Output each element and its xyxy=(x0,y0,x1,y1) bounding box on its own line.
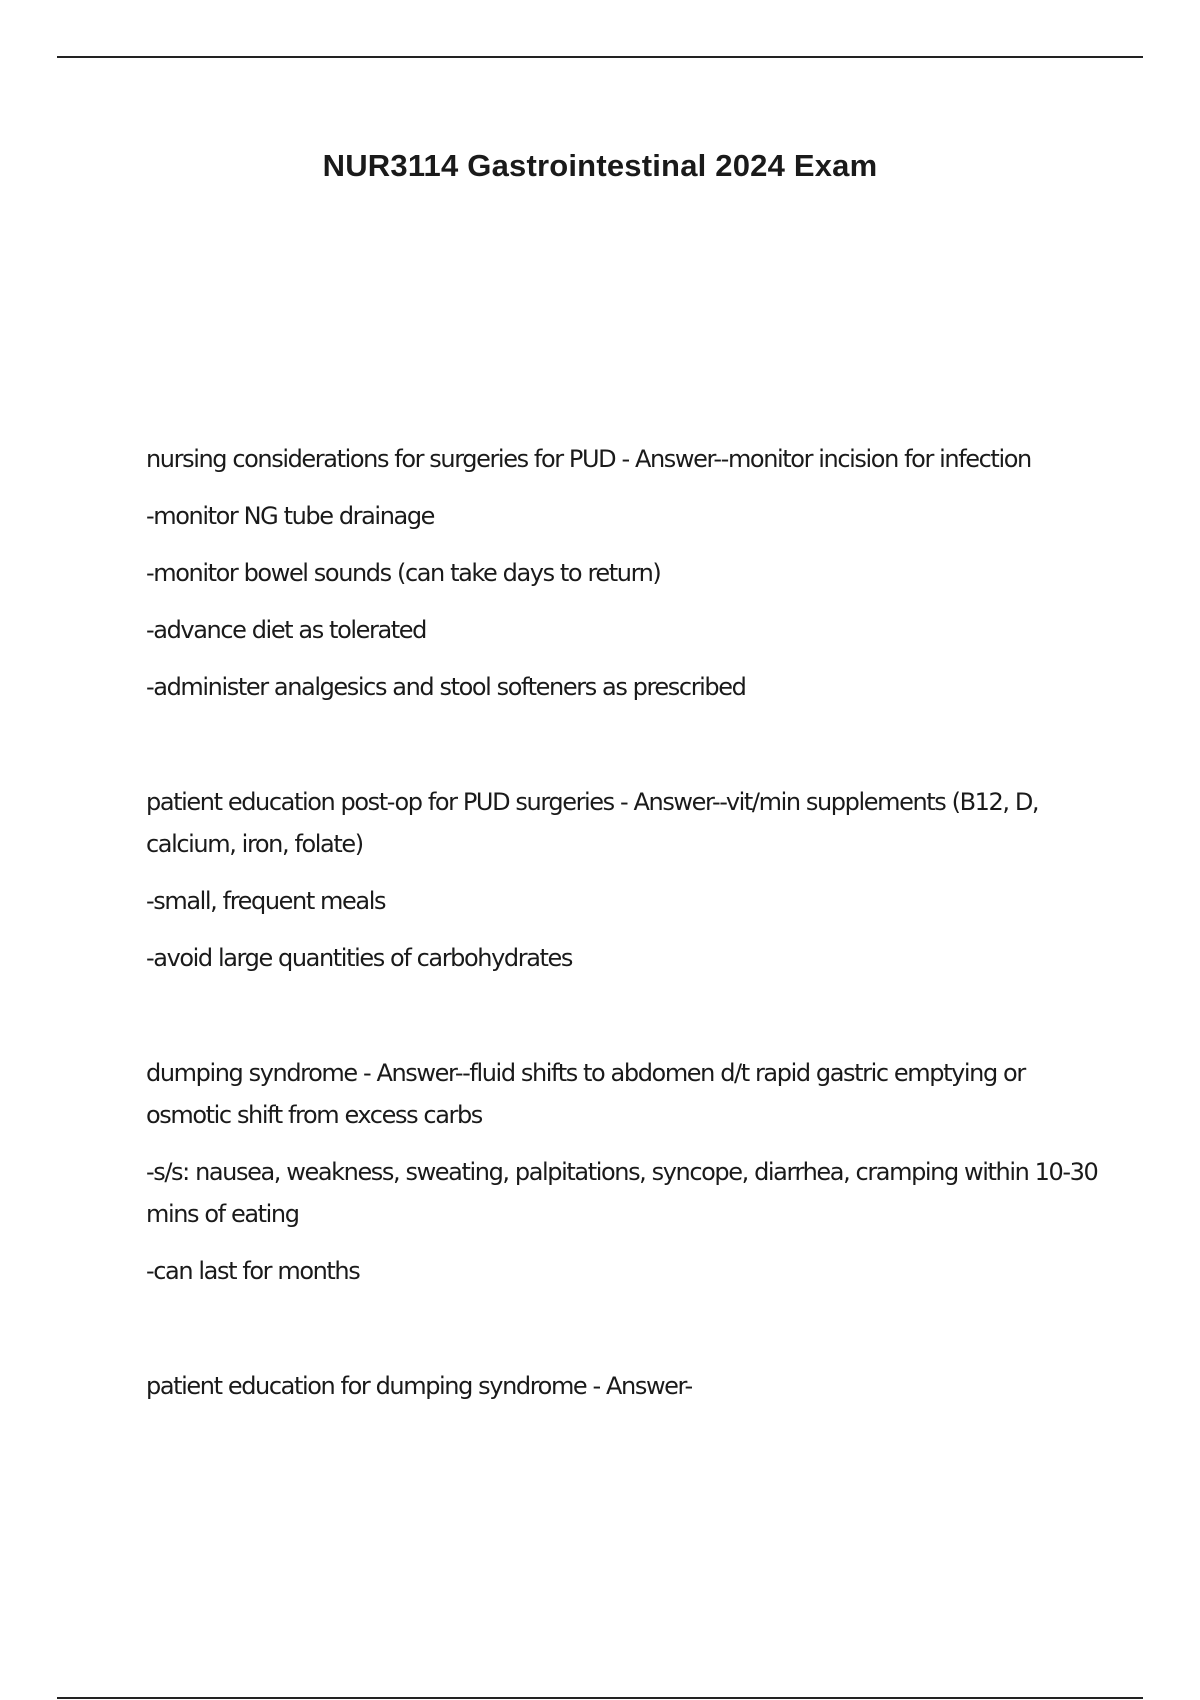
qa-answer-line: -monitor NG tube drainage xyxy=(146,502,435,530)
qa-entry xyxy=(146,781,1106,979)
qa-entry xyxy=(146,1052,1106,1292)
qa-entry xyxy=(146,1365,1106,1407)
qa-answer-line: -can last for months xyxy=(146,1257,360,1285)
qa-answer-line: -s/s: nausea, weakness, sweating, palpitations, syncope, diarrhea, cramping within 10-30 mins of eating xyxy=(146,1158,1098,1228)
qa-question: patient education post-op for PUD surgeries - Answer--vit/min supplements (B12, D, calcium, iron, folate) xyxy=(146,788,1039,858)
document-body xyxy=(146,438,1106,1480)
qa-answer-line: -small, frequent meals xyxy=(146,887,386,915)
bottom-rule xyxy=(57,1697,1143,1699)
qa-question: dumping syndrome - Answer--fluid shifts to abdomen d/t rapid gastric emptying or osmotic shift from excess carbs xyxy=(146,1059,1025,1129)
top-rule xyxy=(57,56,1143,58)
page-title: NUR3114 Gastrointestinal 2024 Exam xyxy=(322,148,878,183)
qa-answer-line: -advance diet as tolerated xyxy=(146,616,426,644)
qa-question: nursing considerations for surgeries for PUD - Answer--monitor incision for infection xyxy=(146,445,1031,473)
qa-answer-line: -avoid large quantities of carbohydrates xyxy=(146,944,573,972)
qa-answer-line: -administer analgesics and stool softeners as prescribed xyxy=(146,673,746,701)
qa-entry xyxy=(146,438,1106,708)
qa-answer-line: -monitor bowel sounds (can take days to return) xyxy=(146,559,661,587)
qa-question: patient education for dumping syndrome - Answer- xyxy=(146,1372,692,1400)
